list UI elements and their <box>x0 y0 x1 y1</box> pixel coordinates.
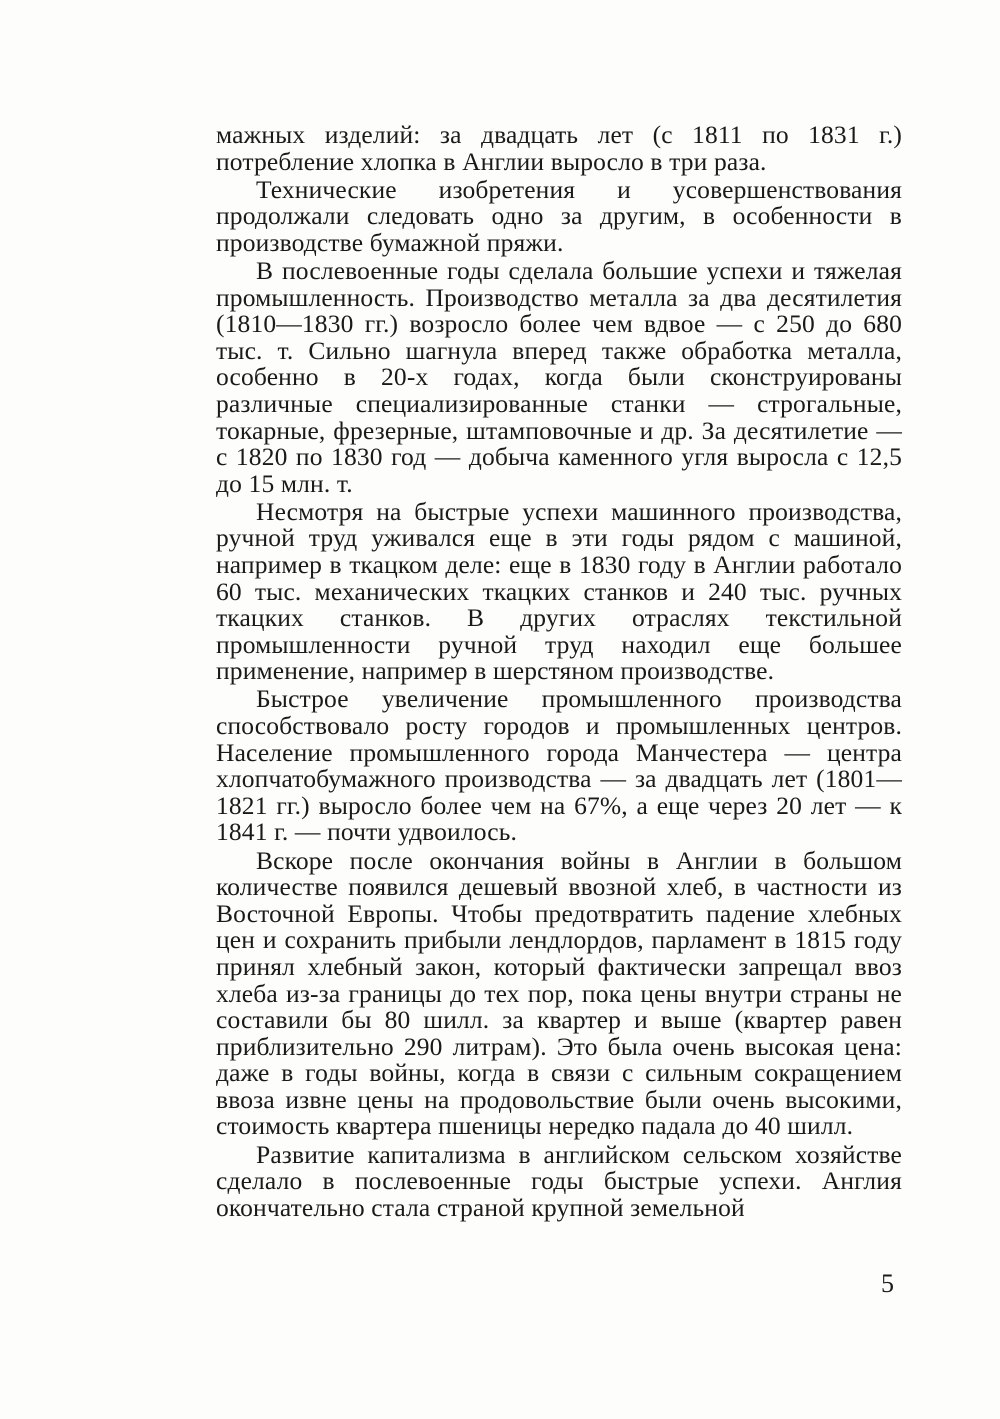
paragraph-4: Несмотря на быстрые успехи машинного производства, ручной труд уживался еще в эти годы рядом с машиной, например в ткацком деле: еще в 1830 году в Англии работало 60 тыс. механических ткацких станков и 240 тыс. ручных ткацких станков. В других отраслях текстильной промышленности ручной труд находил еще большее применение, например в шерстяном производстве. <box>216 496 902 686</box>
body-text <box>216 122 902 1223</box>
page-number: 5 <box>881 1269 894 1298</box>
paragraph-1: мажных изделий: за двадцать лет (с 1811 по 1831 г.) потребление хлопка в Англии выросло в три раза. <box>216 120 902 176</box>
paragraph-3: В послевоенные годы сделала большие успехи и тяжелая промышленность. Производство металла за два десятилетия (1810—1830 гг.) возросло более чем вдвое — с 250 до 680 тыс. т. Сильно шагнула вперед также обработка металла, особенно в 20-х годах, когда были сконструированы различные специализированные станки — строгальные, токарные, фрезерные, штамповочные и др. За десятилетие — с 1820 по 1830 год — добыча каменного угля выросла с 12,5 до 15 млн. т. <box>216 255 902 498</box>
paragraph-7: Развитие капитализма в английском сельском хозяйстве сделало в послевоенные годы быстрые успехи. Англия окончательно стала страной крупной земельной <box>216 1139 902 1222</box>
paragraph-6: Вскоре после окончания войны в Англии в большом количестве появился дешевый ввозной хлеб, в частности из Восточной Европы. Чтобы предотвратить падение хлебных цен и сохранить прибыли лендлордов, парламент в 1815 году принял хлебный закон, который фактически запрещал ввоз хлеба из-за границы до тех пор, пока цены внутри страны не составили бы 80 шилл. за квартер и выше (квартер равен приблизительно 290 литрам). Это была очень высокая цена: даже в годы войны, когда в связи с сильным сокращением ввоза извне цены на продовольствие были очень высокими, стоимость квартера пшеницы нередко падала до 40 шилл. <box>216 845 902 1141</box>
paragraph-5: Быстрое увеличение промышленного производства способствовало росту городов и промышленных центров. Население промышленного города Манчестера — центра хлопчатобумажного производства — за двадцать лет (1801—1821 гг.) выросло более чем на 67%, а еще через 20 лет — к 1841 г. — почти удвоилось. <box>216 684 902 847</box>
paragraph-2: Технические изобретения и усовершенствования продолжали следовать одно за другим, в особенности в производстве бумажной пряжи. <box>216 174 902 257</box>
